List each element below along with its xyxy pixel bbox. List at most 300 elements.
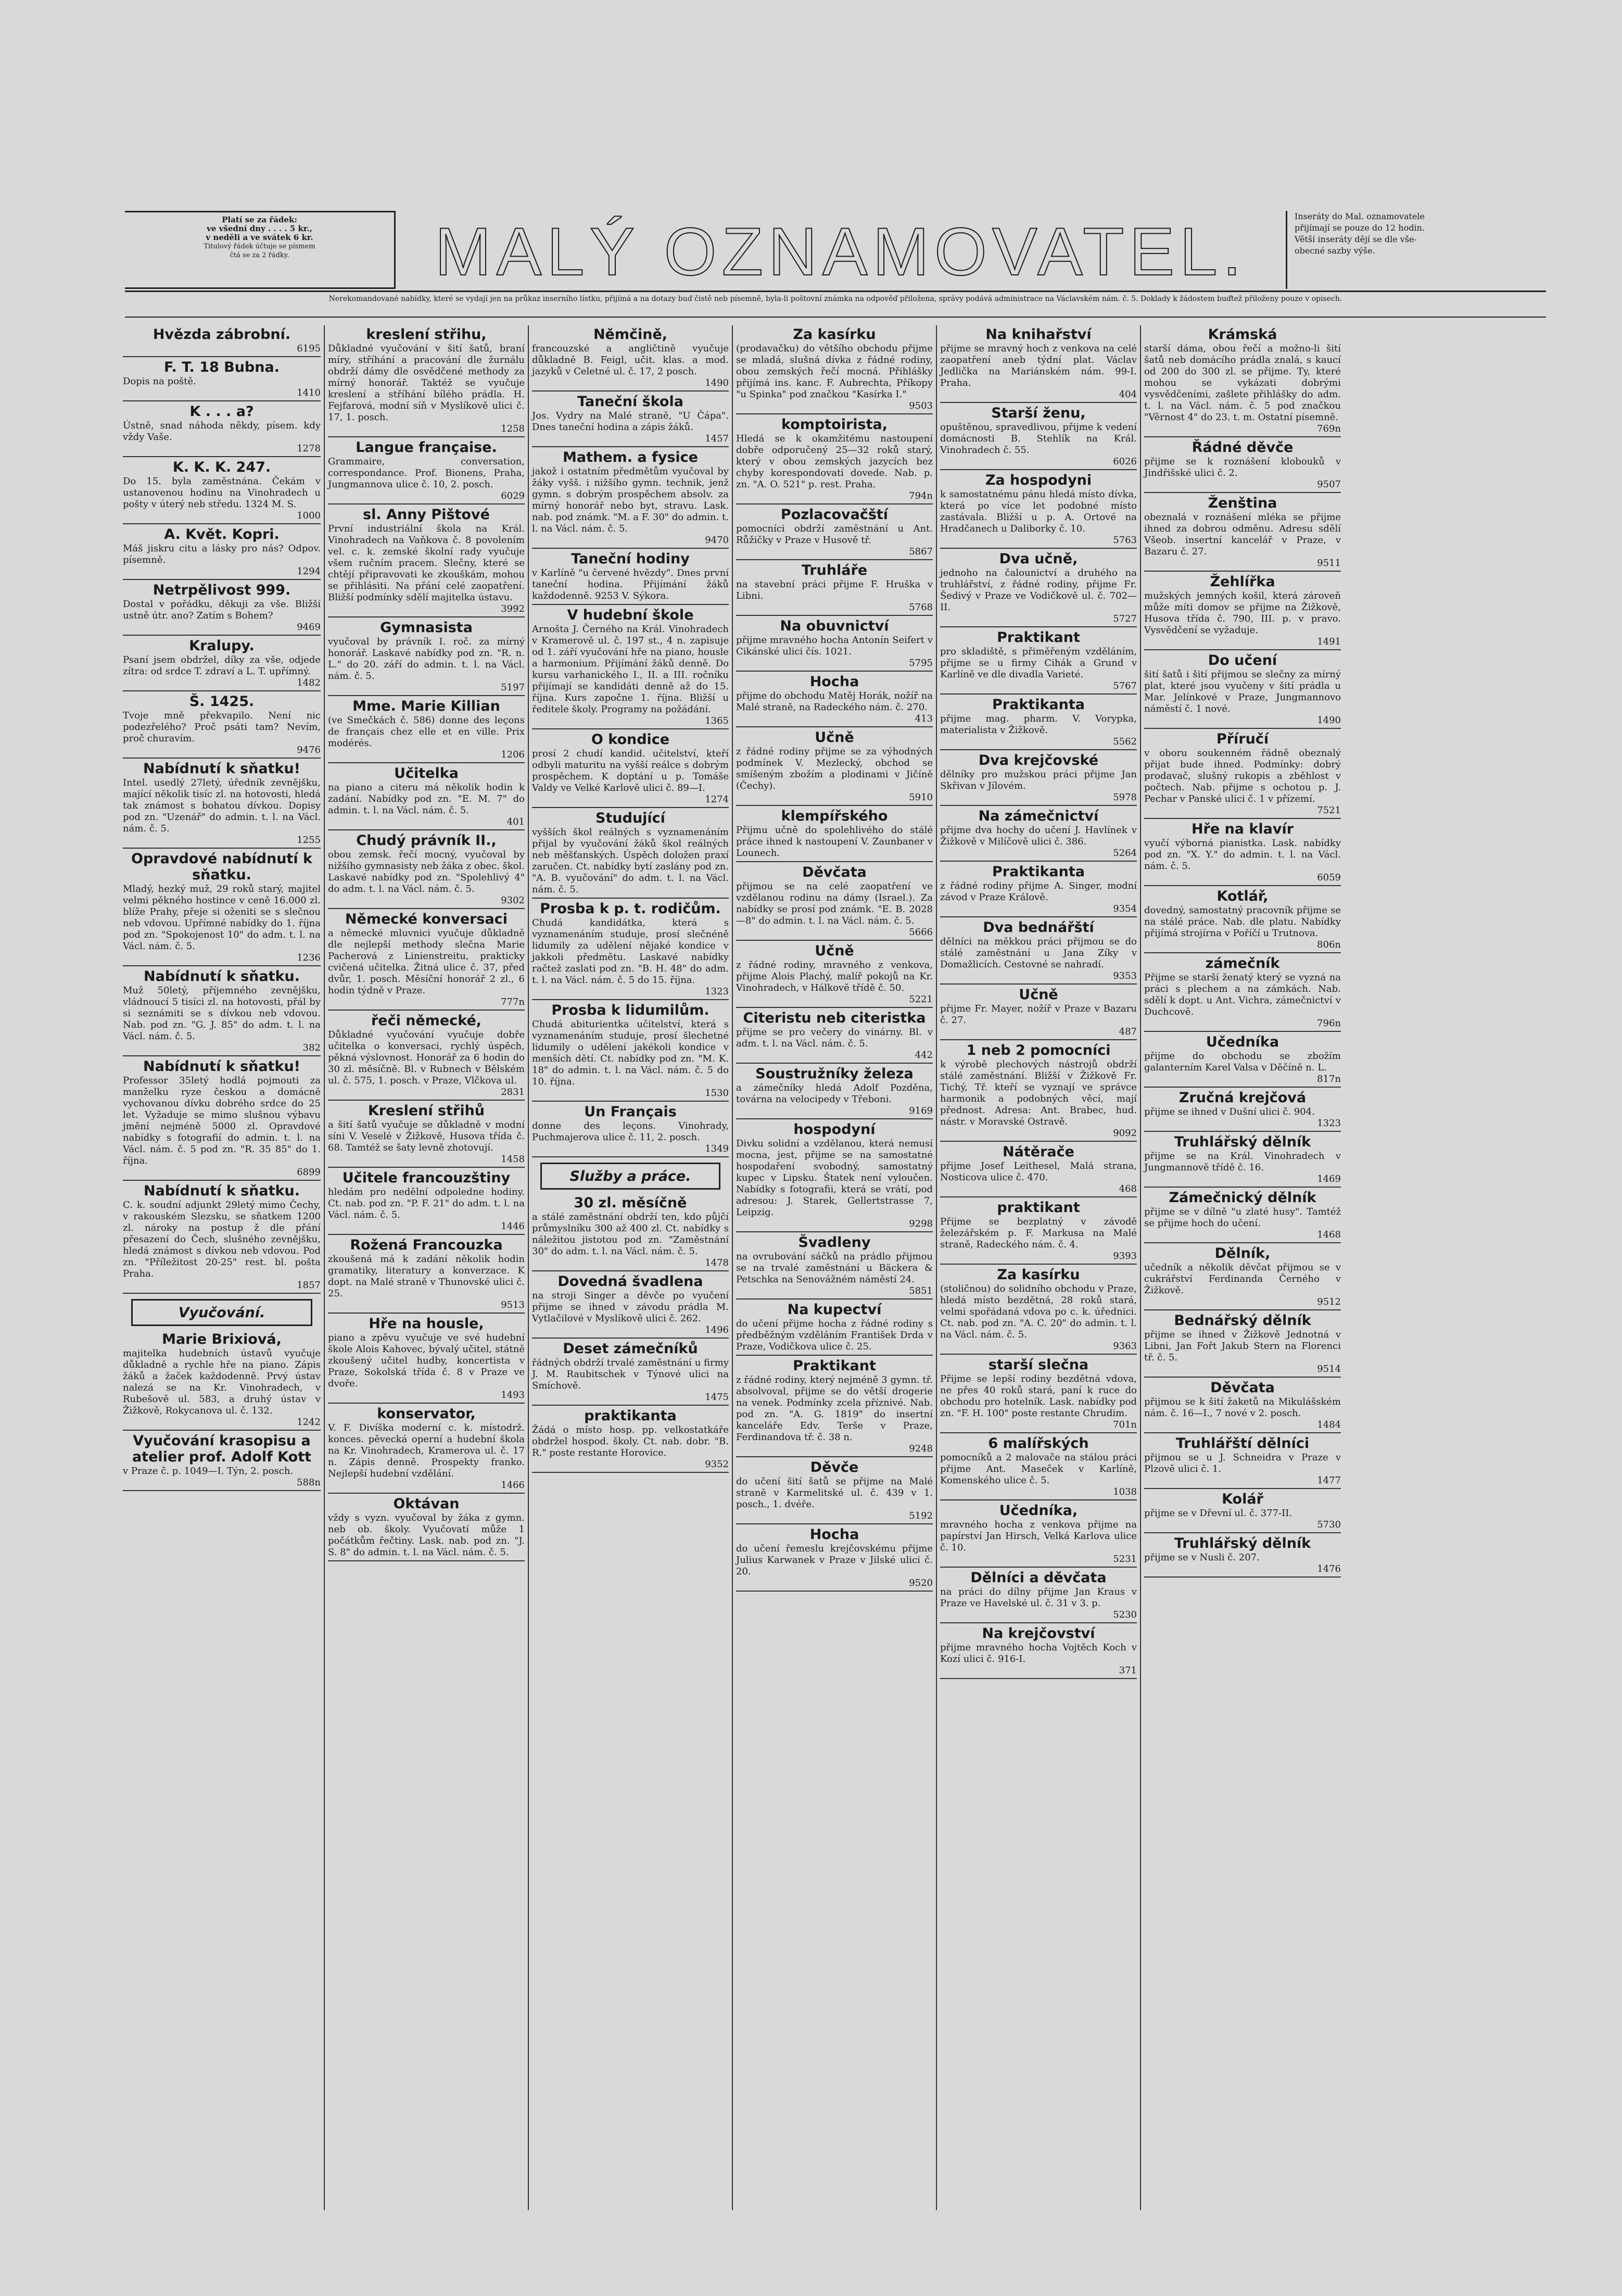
ad-body: v Praze č. p. 1049—I. Týn, 2. posch.	[123, 1466, 294, 1477]
ad-title: F. T. 18 Bubna.	[164, 359, 280, 375]
classified-ad	[123, 638, 321, 691]
ad-title: Prosba k lidumilům.	[551, 1002, 709, 1018]
ad-body: dělníky pro mužskou práci přijme Jan Skřivan v Jílovém.	[940, 769, 1137, 791]
submission-line: Větší inseráty dějí se dle vše-	[1295, 234, 1417, 244]
ad-title: kreslení střihu,	[366, 326, 487, 343]
ad-title: Starší ženu,	[991, 405, 1086, 421]
ad-body: přijme mag. pharm. V. Vorypka, materialista v Žižkově.	[940, 713, 1137, 736]
classified-ad	[940, 1435, 1137, 1500]
ad-title: Nabídnutí k sňatku!	[143, 1058, 300, 1075]
ad-body: Jos. Vydry na Malé straně, "U Čápa". Dnes taneční hodina a zápis žáků.	[532, 410, 729, 433]
ad-number: 1857	[297, 1280, 321, 1291]
classified-ad	[532, 394, 729, 447]
ad-body: mužských jemných košil, která zároveň může míti domov se přijme na Žižkově, Husova třída č. 790, III. p. v pravo. Vysvědčení se vyžaduje.	[1144, 590, 1341, 636]
ad-body: Arnošta J. Černého na Král. Vinohradech v Kramerově ul. č. 197 st., 4 n. zapisuje od 1. září vyučování hře na piano, housle a harmonium. Přijímání žáků denně. Do kursu varhanického I., II. a III. ročníku přijímají se kandidáti denně až do 15. října. Kurs započne 1. října. Bližší u ředitele školy. Programy na požádání.	[532, 624, 729, 715]
classified-ad	[328, 439, 525, 504]
classified-ad	[328, 1406, 525, 1494]
ad-number: 5231	[1113, 1554, 1137, 1565]
ad-body: na ovrubování sáčků na prádlo přijmou se na trvalé zaměstnání u Bäckera & Petschka na Senovážném náměstí 24.	[736, 1251, 933, 1285]
ad-body: pro skladiště, s přiměřeným vzděláním, přijme se u firmy Cihák a Grund v Karlíně ve dle divadla Varieté.	[940, 646, 1137, 680]
ad-body: z řádné rodiny, který nejméně 3 gymn. tř. absolvoval, přijme se do větší drogerie na venek. Podmínky zcela příznivé. Nab. pod zn. "A. G. 1819" do insertní kanceláře Edv. Terše v Praze, Ferdinandova tř. č. 38 n.	[736, 1374, 933, 1443]
classified-ad	[532, 901, 729, 1000]
pricing-line: Titulový řádek účtuje se písmem	[204, 243, 315, 250]
ad-title: Oktávan	[393, 1496, 460, 1512]
ad-number: 9513	[501, 1300, 525, 1310]
ad-title: Na krejčovství	[982, 1625, 1095, 1642]
ad-body: starší dáma, obou řečí a možno-li šití šatů neb domácího prádla znalá, s kaucí od 200 do 300 zl. se přijme. Ty, které mohou se vykázati dobrými vysvědčeními, zašlete přihlášky do adm. t. l. na Václ. nám. č. 5 pod značkou "Věrnost 4" do 23. t. m. Ostatní písemně.	[1144, 343, 1341, 423]
ad-title: Do učení	[1208, 652, 1277, 668]
ad-title: Řádné děvče	[1192, 439, 1294, 456]
ad-number: 5562	[1113, 736, 1137, 747]
ad-number: 1490	[1317, 715, 1341, 726]
ad-body: piano a zpěvu vyučuje ve své hudební škole Alois Kahovec, bývalý učitel, státně zkoušený učitel hudby, koncertista v Praze, Sokolská třída č. 8 v Praze ve dvoře.	[328, 1332, 525, 1389]
ad-title: Hře na housle,	[369, 1316, 484, 1332]
ad-title: Praktikant	[997, 629, 1080, 646]
ad-number: 9511	[1317, 558, 1341, 569]
ad-title: Netrpělivost 999.	[153, 582, 291, 598]
classified-ad	[940, 1357, 1137, 1433]
classified-ad	[1144, 1313, 1341, 1378]
ad-title: Vyučování krasopisu a atelier prof. Adolf Kott	[132, 1433, 312, 1465]
ad-title: sl. Anny Pištové	[363, 507, 490, 523]
ad-body: šití šatů i šití přijmou se slečny za mírný plat, které jsou vyučeny v šití prádla u Mar. Jelínkové v Praze, Jungmannovo náměstí č. 1 nové.	[1144, 669, 1341, 714]
ad-body: přijme mravného hocha Antonín Seifert v Cikánské ulici čís. 1021.	[736, 635, 933, 657]
ad-body: přijme mravného hocha Vojtěch Koch v Kozí ulici č. 916-I.	[940, 1642, 1137, 1664]
ad-number: 5867	[909, 546, 933, 557]
ad-body: z řádné rodiny přijme se za výhodných podmínek V. Mezlecký, obchod se smíšeným zbožím a plodinami v Jičíně (Čechy).	[736, 746, 933, 791]
ad-title: Prosba k p. t. rodičům.	[540, 901, 721, 917]
ad-number: 1469	[1317, 1174, 1341, 1184]
ad-title: Zámečnický dělník	[1169, 1190, 1316, 1206]
ad-number: 2831	[501, 1087, 525, 1097]
classified-ad	[123, 459, 321, 524]
ad-number: 1478	[705, 1257, 729, 1268]
ad-number: 1477	[1317, 1475, 1341, 1486]
ad-title: Kotlář,	[1216, 888, 1269, 904]
pricing-line: ve všední dny . . . . 5 kr.,	[207, 224, 312, 233]
ad-title: Nabídnutí k sňatku.	[144, 1183, 300, 1199]
ad-title: Za hospodyni	[985, 472, 1092, 488]
ad-body: přijme se pro večery do vinárny. Bl. v adm. t. l. na Václ. nám. č. 5.	[736, 1027, 933, 1049]
classified-ad	[123, 1058, 321, 1181]
submission-info-box	[1286, 211, 1546, 289]
ad-title: Mathem. a fysice	[563, 449, 698, 465]
ad-title: Citeristu neb citeristka	[743, 1010, 926, 1026]
ad-title: Mme. Marie Killian	[352, 698, 500, 714]
ad-number: 1490	[705, 377, 729, 388]
ad-title: V hudební škole	[567, 607, 694, 623]
ad-number: 1446	[501, 1221, 525, 1232]
submission-line: přijímají se pouze do 12 hodin.	[1295, 223, 1425, 233]
classified-ad	[532, 1195, 729, 1271]
ad-body: pomocníků a 2 malovače na stálou práci přijme Ant. Maseček v Karlíně, Komenského ulice č. 5.	[940, 1452, 1137, 1486]
classified-ad	[1144, 1134, 1341, 1188]
ad-column	[528, 325, 732, 2210]
ad-title: Soustružníky železa	[755, 1066, 914, 1082]
ad-number: 5795	[909, 658, 933, 668]
classified-ad	[940, 1042, 1137, 1142]
ad-number: 9354	[1113, 903, 1137, 914]
classified-ad	[940, 1570, 1137, 1623]
ad-title: Učitelka	[394, 765, 459, 781]
classified-ad	[123, 693, 321, 759]
classifieds-header	[88, 198, 1551, 307]
ad-number: 487	[1119, 1026, 1137, 1037]
ad-body: Žádá o místo hosp. pp. velkostatkáře obdržel hospod. školy. Ct. nab. dobr. "B. R." poste restante Horovice.	[532, 1424, 729, 1458]
ad-body: Divku solidní a vzdělanou, která nemusí mocna, jest, přijme se na samostatné hospodaření svobodný, samostatný kupec v Lipsku. Štatek není vyloučen. Nabídky s fotografii, která se vrátí, pod adresou: J. Starek, Gellertstrasse 7, Leipzig.	[736, 1138, 933, 1218]
ad-title: K . . . a?	[189, 403, 254, 420]
ad-title: Žehlířka	[1210, 574, 1275, 590]
ad-number: 1457	[705, 433, 729, 444]
classified-ad	[1144, 574, 1341, 650]
classified-ad	[328, 507, 525, 617]
classified-ad	[940, 629, 1137, 695]
ad-number: 9514	[1317, 1364, 1341, 1374]
classified-ad	[940, 405, 1137, 470]
ad-title: Učně	[1019, 987, 1058, 1003]
ad-column	[324, 325, 528, 2210]
header-rule	[125, 291, 1546, 292]
ad-body: do učení šití šatů se přijme na Malé straně v Karmelitské ul. č. 439 v 1. posch., 1. dvéře.	[736, 1476, 933, 1510]
ad-title: Truhlářští dělníci	[1175, 1435, 1310, 1452]
ad-title: Ženština	[1208, 495, 1277, 511]
ad-title: Dva učně,	[999, 551, 1078, 567]
classified-ad	[1144, 1190, 1341, 1243]
ad-number: 9470	[705, 535, 729, 546]
classified-ad	[736, 1302, 933, 1356]
ad-title: Studující	[595, 810, 665, 826]
classified-ad	[736, 674, 933, 727]
ad-number: 1365	[705, 715, 729, 726]
ad-column	[936, 325, 1140, 2210]
classified-ad	[328, 698, 525, 763]
classified-ad	[736, 326, 933, 414]
ad-body: Ústně, snad náhoda někdy, písem. kdy vždy Vaše.	[123, 420, 321, 443]
ad-number: 1482	[297, 677, 321, 688]
ad-title: Marie Brixiová,	[162, 1331, 282, 1347]
ad-title: Vyučování.	[178, 1305, 265, 1321]
ad-title: 30 zl. měsíčně	[574, 1195, 687, 1211]
ad-number: 1038	[1113, 1486, 1137, 1497]
ad-body: přijme Josef Leithesel, Malá strana, Nosticova ulice č. 470.	[940, 1160, 1137, 1183]
ad-title: Langue française.	[356, 439, 497, 456]
classified-ad	[940, 472, 1137, 549]
ad-title: Gymnasista	[380, 620, 473, 636]
ad-number: 5767	[1113, 680, 1137, 691]
ad-body: Přijmu učně do spolehlivého do stálé práce ihned k nastoupení V. Zaunbaner v Lounech.	[736, 825, 933, 859]
classified-ad	[940, 752, 1137, 806]
ad-title: řeči německé,	[371, 1013, 482, 1029]
classified-ad	[328, 1013, 525, 1101]
classified-ad	[1144, 1034, 1341, 1088]
newspaper-page	[88, 198, 1551, 2218]
ad-title: Zručná krejčová	[1179, 1090, 1307, 1106]
ad-body: na piano a citeru má několik hodin k zadání. Nabídky pod zn. "E. M. 7" do admin. t. l. na Václ. nám. č. 5.	[328, 782, 525, 816]
classified-ad	[1144, 1245, 1341, 1310]
classified-ad	[940, 1267, 1137, 1355]
ad-body: Přijme se starší ženatý který se vyzná na práci s plechem a na zámkách. Nab. sdělí k dopt. u Ant. Vichra, zámečnictví v Duchcově.	[1144, 972, 1341, 1017]
ad-number: 5851	[909, 1285, 933, 1296]
classified-ad	[532, 607, 729, 729]
ad-number: 1530	[705, 1088, 729, 1099]
classified-ad	[736, 618, 933, 672]
ad-body: a německé mluvnici vyučuje důkladně dle nejlepší methody slečna Marie Pacherová z Linienstreitu, prakticky cvičená učitelka. Žitná ulice č. 37, před dvůr, 1. posch. Měsíční honorář 2 zl., 6 hodin týdně v Praze.	[328, 928, 525, 996]
ad-title: Dělník,	[1214, 1245, 1271, 1261]
ad-number: 9520	[909, 1578, 933, 1588]
classified-ad	[1144, 1380, 1341, 1433]
ad-number: 5192	[909, 1510, 933, 1521]
ad-body: Přijme se bezplatný v závodě železářském p. F. Markusa na Malé straně, Radeckého nám. č. 4.	[940, 1216, 1137, 1250]
ad-number: 1323	[1317, 1118, 1341, 1129]
ad-number: 796n	[1317, 1018, 1341, 1029]
ad-number: 5666	[909, 927, 933, 938]
ad-number: 5978	[1113, 792, 1137, 803]
classified-ad	[1144, 1090, 1341, 1132]
ad-number: 413	[915, 713, 933, 724]
ad-number: 5264	[1113, 848, 1137, 859]
ad-title: Děvčata	[802, 864, 867, 880]
classified-ad	[736, 943, 933, 1008]
classified-ad	[1144, 955, 1341, 1032]
ad-body: přijme se na Král. Vinohradech v Jungmannově třídě č. 16.	[1144, 1151, 1341, 1173]
classified-ad	[736, 1358, 933, 1457]
submission-line: obecné sazby výše.	[1295, 246, 1375, 256]
classified-ad	[532, 1408, 729, 1473]
ad-number: 1206	[501, 749, 525, 760]
classified-ad	[940, 697, 1137, 750]
classified-ad	[736, 507, 933, 560]
ad-number: 7521	[1317, 805, 1341, 816]
ad-number: 5727	[1113, 613, 1137, 624]
ad-body: francouzské a angličtině vyučuje důkladně B. Feigl, učit. klas. a mod. jazyků v Celetné ul. č. 17, 2 posch.	[532, 343, 729, 377]
ad-body: obeznalá v roznášení mléka se přijme ihned za dobrou odměnu. Adresu sdělí Všeob. insertní kancelář v Praze, v Bazaru č. 27.	[1144, 512, 1341, 557]
ad-number: 1278	[297, 443, 321, 454]
ad-body: přijme se k roznášení klobouků v Jindřišské ulici č. 2.	[1144, 456, 1341, 478]
classified-ad	[1144, 731, 1341, 819]
ad-body: Intel. usedlý 27letý, úředník zevnějšku, mající několik tisíc zl. na hotovosti, hledá tak známost s bohatou dívkou. Dopisy pod zn. "Uzenář" do admin. t. l. na Václ. nám. č. 5.	[123, 777, 321, 834]
ad-number: 9092	[1113, 1128, 1137, 1139]
ad-body: C. k. soudní adjunkt 29letý mimo Čechy, v rakouském Slezsku, se sňatkem 1200 zl. nároky na postup ž dle přání přesazení do Čech, slušného zevnějšku, hledá známost s dívkou neb vdovou. Pod zn. "Příležitost 20-25" rest. bl. pošta Praha.	[123, 1200, 321, 1279]
classified-ad	[328, 620, 525, 696]
ad-number: 404	[1119, 389, 1137, 400]
ad-body: Dostal v pořádku, děkuji za vše. Bližší ustně útr. ano? Zatím s Bohem?	[123, 599, 321, 621]
ad-number: 6195	[297, 343, 321, 354]
ad-title: Hvězda zábrobní.	[153, 326, 291, 343]
classified-ad	[736, 417, 933, 504]
ad-body: vždy s vyzn. vyučoval by žáka z gymn. neb ob. školy. Vyučovatí může 1 počátkům řečtiny. Lask. nab. pod zn. "J. S. 8" do admin. t. l. na Václ. nám. č. 5.	[328, 1512, 525, 1558]
ad-title: O kondice	[591, 731, 670, 748]
ad-title: Kreslení střihů	[368, 1103, 485, 1119]
ad-title: Za kasírku	[997, 1267, 1080, 1283]
ad-title: Praktikanta	[992, 697, 1085, 713]
ad-body: na práci do dílny přijme Jan Kraus v Praze ve Havelské ul. č. 31 v 3. p.	[940, 1586, 1137, 1609]
ad-number: 1000	[297, 510, 321, 521]
classified-ad	[532, 1002, 729, 1102]
ad-body: z řádné rodiny, mravného z venkova, přijme Alois Plachý, malíř pokojů na Kr. Vinohradech, v Hálkově třídě č. 50.	[736, 960, 933, 993]
classified-ad	[328, 765, 525, 830]
ad-number: 9363	[1113, 1341, 1137, 1352]
classified-ad	[123, 1183, 321, 1294]
ad-body: prosí 2 chudí kandid. učitelství, kteří odbyli maturitu na vyšší reálce s dobrým prospěchem. K doptání u p. Tomáše Valdy ve Velké Karlově ulici č. 89—I.	[532, 748, 729, 793]
ad-number: 5910	[909, 792, 933, 803]
ad-number: 9248	[909, 1443, 933, 1454]
ad-body: Do 15. byla zaměstnána. Čekám v ustanovenou hodinu na Vinohradech u pošty v úterý neb středu. 1324 M. S.	[123, 476, 321, 510]
ad-body: Přijme se lepší rodiny bezdětná vdova, ne přes 40 roků stará, paní k ruce do obchodu pro hotelník. Lask. nabídky pod zn. "F. H. 100" poste restante Chrudim.	[940, 1373, 1137, 1419]
ad-title: Děvčata	[1210, 1380, 1275, 1396]
classified-ad	[1144, 888, 1341, 953]
ad-body: opuštěnou, spravedlivou, přijme k vedení domácnosti B. Stehlík na Král. Vinohradech č. 55.	[940, 422, 1137, 456]
ad-title: Opravdové nabídnutí k sňatku.	[131, 851, 312, 883]
ad-title: Un Français	[584, 1104, 677, 1120]
ad-body: přijmou se na celé zaopatření ve vzdělanou rodinu na dámy (Israel.). Za nabídky se prosí pod známk. "E. B. 2028—8" do admin. t. l. na Václ. nám. č. 5.	[736, 881, 933, 926]
ad-number: 1476	[1317, 1563, 1341, 1574]
ad-body: Psaní jsem obdržel, díky za vše, odjede zítra: od srdce T. zdraví a L. T. upřímný.	[123, 654, 321, 677]
ad-title: Pozlacovačští	[780, 507, 889, 523]
ad-number: 769n	[1317, 423, 1341, 434]
ad-body: přijme se mravný hoch z venkova na celé zaopatření aneb týdní plat. Václav Jedlička na Mariánském nám. 99-I. Praha.	[940, 343, 1137, 388]
ad-title: Na zámečnictví	[978, 808, 1099, 824]
ad-body: dělníci na měkkou práci přijmou se do stálé zaměstnání u Jana Zíky v Domažlicích. Cestovné se nahradí.	[940, 936, 1137, 970]
classified-ad	[532, 810, 729, 899]
classified-ad	[123, 582, 321, 636]
classified-ad	[532, 1104, 729, 1157]
ad-title: Učně	[815, 943, 854, 959]
ad-number: 1274	[705, 794, 729, 805]
ad-body: Hledá se k okamžitému nastoupení dobře odporučený 25—32 roků starý, který v obou zemských jazycích bez chyby korespondovati dovede. Nab. p. zn. "A. O. 521" p. rest. Praha.	[736, 433, 933, 490]
ad-body: přijme do obchodu se zbožím galanterním Karel Valsa v Děčíně n. L.	[1144, 1051, 1341, 1073]
classified-ad	[736, 1121, 933, 1232]
ad-body: vyučoval by právník I. roč. za mírný honorář. Laskavé nabídky pod zn. "R. n. L." do 20. září do admin. t. l. na Václ. nám. č. 5.	[328, 636, 525, 682]
submission-line: Inseráty do Mal. oznamovatele	[1295, 211, 1425, 221]
classified-ad	[736, 1459, 933, 1524]
ad-body: vyučí výborná pianistka. Lask. nabídky pod zn. "X. Y." do admin. t. l. na Václ. nám. č. 5.	[1144, 838, 1341, 872]
ad-number: 9302	[501, 895, 525, 906]
pricing-line: Platí se za řádek:	[222, 215, 297, 224]
ad-body: obou zemsk. řečí mocný, vyučoval by nižšího gymnasisty neb žáka z obec. škol. Laskavé nabídky pod zn. "Spolehlivý 4" do adm. t. l. na Václ. nám. č. 5.	[328, 849, 525, 894]
classified-ad	[532, 1273, 729, 1339]
ad-number: 6029	[501, 490, 525, 501]
ad-number: 794n	[909, 490, 933, 501]
ad-title: Kolář	[1222, 1491, 1263, 1507]
ad-title: Taneční škola	[577, 394, 683, 410]
ad-number: 1410	[297, 387, 321, 398]
ad-number: 1323	[705, 986, 729, 997]
ad-title: Š. 1425.	[189, 693, 255, 710]
ad-title: Krámská	[1208, 326, 1277, 343]
ad-body: na stavební práci přijme F. Hruška v Libni.	[736, 579, 933, 601]
ad-body: Máš jiskru citu a lásky pro nás? Odpov. písemně.	[123, 543, 321, 565]
ad-body: hledám pro nedělní odpoledne hodiny. Ct. nab. pod zn. "P. F. 21" do adm. t. l. na Václ. nám. č. 5.	[328, 1187, 525, 1220]
ad-body: Muž 50letý, příjemného zevnějšku, vládnoucí 5 tisíci zl. na hotovosti, přál by si seznámiti se s dívkou neb vdovou. Nab. pod zn. "G. J. 85" do adm. t. l. na Václ. nám. č. 5.	[123, 985, 321, 1042]
classified-ad	[123, 968, 321, 1056]
ad-body: Důkladné vyučování vyučuje dobře učitelka o konversaci, rychlý úspěch, pěkná výslovnost. Honorář za 6 hodin do 30 zl. měsíčně. Bl. v Rubnech v Bělském ul. č. 575, 1. posch. v Praze, Vlčkova ul.	[328, 1029, 525, 1086]
ad-number: 1294	[297, 566, 321, 577]
ad-body: a stálé zaměstnání obdrží ten, kdo půjčí průmyslníku 300 až 400 zl. Ct. nabídky s náležitou jistotou pod zn. "Zaměstnání 30" do adm. t. l. na Václ. nám. č. 5.	[532, 1212, 729, 1257]
ad-number: 1496	[705, 1324, 729, 1335]
classified-ad	[736, 808, 933, 862]
ad-number: 1466	[501, 1480, 525, 1491]
ad-number: 777n	[501, 996, 525, 1007]
ad-title: starší slečna	[988, 1357, 1089, 1373]
classified-ad	[328, 1316, 525, 1404]
ad-column	[1140, 325, 1344, 2210]
classified-ad	[1144, 1491, 1341, 1533]
classified-ad	[940, 551, 1137, 627]
ad-number: 1255	[297, 835, 321, 846]
ad-title: Švadleny	[798, 1234, 871, 1251]
ad-title: Hocha	[809, 674, 859, 690]
classified-ad	[123, 403, 321, 457]
ad-number: 5197	[501, 682, 525, 693]
ad-number: 9512	[1317, 1296, 1341, 1307]
ad-body: Professor 35letý hodlá pojmouti za manželku ryze českou a domácně vychovanou dívku dobrého srdce do 25 let. Vyžaduje se mimo slušnou výbavu jmění nejméně 5000 zl. Opravdové nabídky s fotografií do admin. t. l. na Václ. nám. č. 5 pod zn. "R. 35 85" do 1. října.	[123, 1075, 321, 1166]
ad-body: Dopis na poště.	[123, 376, 196, 387]
classified-ad	[736, 729, 933, 806]
ad-number: 9503	[909, 400, 933, 411]
classified-ad	[736, 1527, 933, 1592]
ad-body: přijme se v Nusli č. 207.	[1144, 1552, 1260, 1563]
ad-body: (ve Smečkách č. 586) donne des leçons de français chez elle et en ville. Prix modérés.	[328, 715, 525, 749]
classified-ad	[940, 326, 1137, 403]
ad-body: (stoličnou) do solidního obchodu v Praze, hledá místo bezdětná, 28 roků stará, velmi spořádaná vdova po c. k. úřednici. Ct. nab. pod zn. "A. C. 20" do admin. t. l. na Václ. nám. č. 5.	[940, 1283, 1137, 1340]
ad-body: do učení řemeslu krejčovskému přijme Julius Karwanek v Praze v Jilské ulici č. 20.	[736, 1543, 933, 1577]
ad-title: Učedníka	[1206, 1034, 1279, 1050]
ad-number: 1484	[1317, 1419, 1341, 1430]
classified-ad	[328, 1103, 525, 1168]
classified-ad	[328, 1496, 525, 1561]
ad-body: (prodavačku) do většího obchodu přijme se mladá, slušná dívka z řádné rodiny, obou zemských řečí mocná. Přihlášky přijímá ins. kanc. F. Aubrechta, Příkopy "u Spinka" pod značkou "Kasírka I."	[736, 343, 933, 400]
classified-ad	[940, 919, 1137, 985]
classified-ad	[736, 1234, 933, 1300]
ad-body: Důkladné vyučování v šití šatů, braní míry, stříhání a pracování dle žurnálu obdrží dámy dle osvědčené methody za mírný honorář. Taktéž se vyučuje kreslení a stříhání bílého prádla. H. Fejfarová, modní síň v Myslíkově ulici č. 17, 1. posch.	[328, 343, 525, 423]
ad-title: Německé konversaci	[345, 911, 508, 927]
masthead-title: MALÝ OZNAMOVATEL.	[435, 213, 1247, 289]
ad-number: 1258	[501, 423, 525, 434]
ad-number: 9507	[1317, 479, 1341, 490]
ad-body: přijme se ihned v Žižkově Jednotná v Libni, Jan Fořt Jakub Stern na Florenci tř. č. 5.	[1144, 1329, 1341, 1363]
ad-body: majitelka hudebních ústavů vyučuje důkladně a rychle hře na piano. Zápis žáků a žaček každodenně. Prvý ústav nalezá se na Kr. Vinohradech, v Rubešově ul. 583, a druhý ústav v Žižkově, Rokycanova ul. č. 132.	[123, 1348, 321, 1416]
classified-ad	[532, 551, 729, 605]
ad-number: 468	[1119, 1183, 1137, 1194]
classified-ad	[940, 987, 1137, 1040]
ad-body: v Karlíně "u červené hvězdy". Dnes první taneční hodina. Přijímání žáků každodenně. 9253 V. Sýkora.	[532, 567, 729, 601]
ad-title: zámečník	[1205, 955, 1280, 972]
ad-body: k výrobě plechových nástrojů obdrží stálé zaměstnání. Bližší v Žižkově Fr. Tichý, Tř. kteří se vyznají ve správce harmonik a podobných věcí, mají přednost. Adresa: Ant. Brabec, hud. nástr. v Moravské Ostravě.	[940, 1059, 1137, 1127]
ad-body: přijme se v Dřevní ul. č. 377-II.	[1144, 1508, 1292, 1519]
ad-body: přijmou se u J. Schneidra v Praze v Plzově ulici č. 1.	[1144, 1452, 1341, 1474]
ad-number: 1242	[297, 1417, 321, 1428]
ad-title: Nabídnutí k sňatku.	[144, 968, 300, 985]
ad-number: 1349	[705, 1143, 729, 1154]
ad-title: Hře na klavír	[1191, 821, 1294, 837]
classified-ad	[328, 911, 525, 1011]
ad-body: přijme se v dílně "u zlaté husy". Tamtéž se přijme hoch do učení.	[1144, 1206, 1341, 1229]
ad-title: Na knihařství	[985, 326, 1092, 343]
classified-ad	[940, 808, 1137, 862]
ad-body: Tvoje mně překvapilo. Není nic podezřelého? Proč psáti tam? Nevím, proč churavím.	[123, 710, 321, 744]
ad-number: 1475	[705, 1392, 729, 1403]
ad-title: Deset zámečníků	[563, 1341, 698, 1357]
ad-number: 9353	[1113, 970, 1137, 981]
ad-title: Bednářský dělník	[1174, 1313, 1311, 1329]
ad-body: Grammaire, conversation, correspondance. Prof. Bionens, Praha, Jungmannova ulice č. 10, 2. posch.	[328, 456, 525, 490]
ad-body: V. F. Divíška moderní c. k. místodrž. konces. pěvecká operní a hudební škola na Kr. Vinohradech, Kramerova ul. č. 17 n. Zápis denně. Prospekty franko. Nejlepší hudební vzdělání.	[328, 1422, 525, 1479]
ad-columns	[120, 325, 1549, 2210]
ad-body: První industriální škola na Král. Vinohradech na Vaňkova č. 8 povolením vel. c. k. zemské školní rady vyučuje všem ručním pracem. Slečny, které se chtějí připravovati ke zkouškám, mohou se přihlásiti. Na přání celé zaopatření. Bližší podmínky sdělí majitelka ústavu.	[328, 523, 525, 603]
ad-number: 401	[506, 816, 525, 827]
ad-body: učedník a několik děvčat přijmou se v cukrářství Ferdinanda Černého v Žižkově.	[1144, 1262, 1341, 1296]
classified-ad	[1144, 326, 1341, 437]
